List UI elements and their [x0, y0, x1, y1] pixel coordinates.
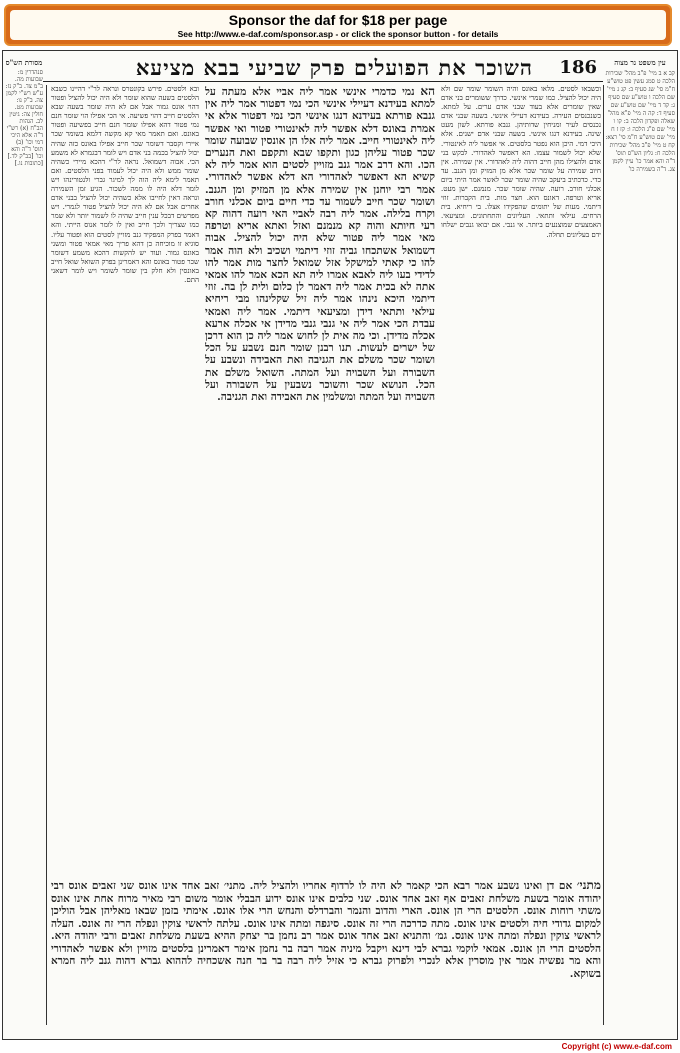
- ein-mishpat-margin: [605, 59, 675, 1019]
- right-margin-divider: [603, 85, 604, 1025]
- rashi-text: וכשבאו לסטים. מלאו באונס והיה השומר שומר שם ולא היה יכול להציל. כמו שמרי אינשי. כדרך ששומרים בני אדם שאין שומרים אלא בעוד שבני אדם ערים. על למתא. כשנכנסים העירה. בעידנא דעיילי אינשי. בשעה שבני אדם נכנסים לעיר ומניחין שדותיהן. גנבא פורתא. לשון מעט שינה. בעידנא דנגו אינשי. בשעה שבני אדם ישנים. אלא היכי דמי. היכן הוא נפטר בלסטים. אי אפשר ליה לאינטורי. שלא יכול לשמור עצמו. הא דאפשר לאהדורי. לבקש בני אדם ולהצילו מהן חייב דהוה ליה לאהדורי. אין שמירה. אין חיוב שמירה על שומר שכר אלא מן המזיק ומן הגנב. עד כדי. כדכתיב ביעקב שהיה שומר שכר לאשר אמר היתי ביום אכלני חורב. רועה. שהיה שומר שכר. מנמנם. ישן מעט. אריא וטרפה. דאונס הוא. חצר מות. בית הקברות. זוזי דיתמי. מעות של יתומים שהפקידו אצלו. בי ריחיא. בית הרחים. עילאי ותתאי. העליונים והתחתונים. ומציעאי. האמצעים שמוצנעים ביותר. אי גנבי. אם יבואו גנבים ישלחו ידם בעליונים תחלה.: [441, 85, 601, 239]
- tosafot-text: ובא ולסטים. פירש בקונטרס ונראה לר"י דהיינו כשבא הלסטים בשעה שהוא שומר ולא היה יכול להציל ופטור דהוי אונס גמור אבל אם לא היה שומר בשעה שבא הלסטים חייב דהוי פשיעה. אי הכי אפילו הוי שומר חנם נמי פטור דהא אפילו שומר חנם חייב בפשיעה ופטור באונס. ואם תאמר מאי קא מקשה דלמא בשומר שכר איירי וקסבר דשומר שכר חייב אפילו באונס כזה שהיה יכול להציל בכמה בני אדם ויש לומר דבגמרא לא משמע הכי. אבוה דשמואל. נראה לר"י דהכא מיירי כשהיה שומר ממש ולא היה יכול לעמוד בפני הלסטים. ואם תאמר לימא ליה הוה לך למיגר גברי ולנטורינהו ויש לומר דלא היה לו ממה לשכור. הגיע זמן השמירה ונראה דאין לחייבו אלא כשהיה יכול להציל בבני אדם אחרים אבל אם לא היה יכול להציל פטור לגמרי. ויש מפרשים דבכל ענין חייב שהיה לו לשמור יותר ולא שמר כמו שצריך ולכך חייב ואין לו לומר אנוס הייתי. והא דאמר בפרק המפקיד גנב מזויין לסטים הוא ופטור עליו. סוגיא זו מוכיחה כן דהא פריך מאי אמאי פטור ומשני באונס גמור. ועוד יש להקשות דהכא משמע דשומר שכר פטור באונס והא דאמרינן בפרק השואל שואל חייב באונסין ולא חלק בין שומר לשומר ויש לומר דשאני התם.: [51, 85, 199, 284]
- masoret-hashas-text: סנהדרין מ: שבועות מה. ב"מ צד. ב"ק נז: ע"ש רש"י לקמן צה. ב"ק נו: שבועות מט. חולין צה: גיטין לב. הגהות הב"ח (א) רש"י ד"ה אלא היכי דמי וכו' (ב) תוס' ד"ה והא וכו' [בב"ק לד.] [כתובות נו.]: [5, 69, 43, 167]
- left-margin-divider: [46, 85, 47, 1025]
- sponsor-title[interactable]: Sponsor the daf for $18 per page: [228, 12, 448, 28]
- page-header: [43, 55, 603, 82]
- gemara-text: נמי כדמרי אינשי אמר ליה אביי אלא מעתה על למתא בעידנא דעיילי אינשי הכי נמי דפטור אמר ליה אין גנבא פורתא בעידנא דנגו אינשי הכי נמי דפטור אלא אי אמרת באונס דלא אפשר ליה לאינטורי פטור ואי אפשר ליה לאינטורי חייב. אמר ליה אלו הן אונסין שבועה שומר שכר פטור עליהן כגון ותקפו שבא ותקפם ואת הנערים הכו. והא דרב אמר גנב מזויין לסטים הוא אמר ליה לא קשיא הא דאפשר לאהדורי הא דלא אפשר לאהדורי. אמר רבי יוחנן אין שמירה אלא מן המזיק ומן הגנב. ושומר שכר חייב לשמור עד כדי חיים ביום אכלני חורב וקרח בלילה. אמר ליה רבה לאביי האי רועה דהוה קא רעי חיותא והוה קא מנמנם ואזל ואתא אריא וטרפה מאי אמר ליה פטור שלא היה יכול להציל. אבוה דשמואל אשתכחו גביה זוזי דיתמי ושכיב ולא הוה אמר להו כי קאתי למישקל אזל שמואל לחצר מות אמר להו לדידי בעו ליה לאבא אמרו ליה תא הכא אמר להו אמאי אתה לא בכית אמר ליה דאמר לן כלום ולית לן בה. זוזי דיתמי היכא נינהו אמר ליה זיל שקלינהו מבי ריחיא עילאי ותתאי דידן ומציעאי דיתמי. אמר ליה ואמאי עבדת הכי אמר ליה אי גנבי גנבי מדידן אי אכלה ארעא אכלה מדידן. וכי מה אית לן לחוש אמר ליה כן הוא דרכן של ישרים לעשות. תנו רבנן שומר חנם נשבע על הכל ושומר שכר משלם את הגניבה ואת האבידה ונשבע על השבורה ועל השבויה ועל המתה. השואל משלם את הכל. הנושא שכר והשוכר נשבעין על השבורה ועל השבויה ועל המתה ומשלמין את האבידה ואת הגניבה.: [205, 86, 435, 404]
- gemara-heading: הא: [420, 85, 435, 98]
- sponsor-banner-inner[interactable]: [10, 10, 666, 40]
- gemara-column: [205, 85, 435, 905]
- tosafot-column: [51, 85, 199, 905]
- talmud-page: [2, 50, 678, 1040]
- ein-mishpat-text: קב א ב מיי' פ"ב מהל' שכירות הלכה ט סמג עשין פט טוש"ע ח"מ סי' שג סעיף ב: קג ג מיי' שם הלכה ו טוש"ע שם סעיף ג: קד ד מיי' שם טוש"ע שם סעיף ד: קה ה מיי' פ"א מהל' שאלה ופקדון הלכה ב: קו ו מיי' שם פ"ג הלכה ו: קז ז ח מיי' שם טוש"ע ח"מ סי' רצא: קח ט מיי' פ"ב מהל' שכירות הלכה ח: גליון הש"ס תוס' ד"ה והא אמר כו' עיין לקמן צג. ד"ה בשמירה כו': [605, 70, 675, 173]
- chapter-title: השוכר את הפועלים פרק שביעי בבא מציעא: [135, 55, 533, 80]
- mishnah-text: אם דן ואינו נשבע אמר רבא הכי קאמר לא היה לו לרדוף אחריו ולהציל ליה. מתני׳ זאב אחד אינו אונס שני זאבים אונס רבי יהודה אומר בשעת משלחת זאבים אף זאב אחד אונס. שני כלבים אינו אונס ידוע הבבלי אומר משום רבי מאיר מרוח אחת אינו אונס משתי רוחות אונס. הלסטים הרי הן אונס. הארי והדוב והנמר והברדלס והנחש הרי אלו אונס. אימתי בזמן שבאו מאליהן אבל הוליכן למקום גדודי חיה ולסטים אינו אונס. מתה כדרכה הרי זה אונס. סיגפה ומתה אינו אונס. עלתה לראשי צוקין ונפלה הרי זה אונס. העלה לראשי צוקין ונפלה ומתה אינו אונס. גמ׳ והתניא זאב אחד אונס אמר רב נחמן בר יצחק ההיא בשעת משלחת זאבים ורבי יהודה היא. הלסטים הרי הן אונס. אמאי לוקמי גברא לבי דינא ויקבל מיניה אמר רבה בר נחמן אימר דאמרינן בלסטים מזויין ולא אפשר לאהדורי והא מר נפשיה אמר אין מוסרין אלא לנכרי ולפרוק גברא כי אזיל ליה רבה בר בר חנה אשכחיה לההוא גברא דהוה גנב ליה חמרא בשוקא.: [51, 880, 601, 980]
- copyright-link[interactable]: Copyright (c) www.e-daf.com: [561, 1042, 672, 1051]
- masoret-hashas-label: מסורת הש"ס: [5, 59, 43, 67]
- page-number: 186: [559, 57, 597, 78]
- masoret-hashas-margin: [5, 59, 43, 1019]
- mishnah-heading: מתני׳: [576, 879, 601, 892]
- rashi-column: [441, 85, 601, 905]
- ein-mishpat-label: עין משפט נר מצוה: [614, 59, 666, 67]
- sponsor-subtitle[interactable]: See http://www.e-daf.com/sponsor.asp - or click the sponsor button - for details: [177, 29, 499, 39]
- mishnah-gemara-block: [51, 879, 601, 1031]
- sponsor-banner[interactable]: [4, 4, 672, 46]
